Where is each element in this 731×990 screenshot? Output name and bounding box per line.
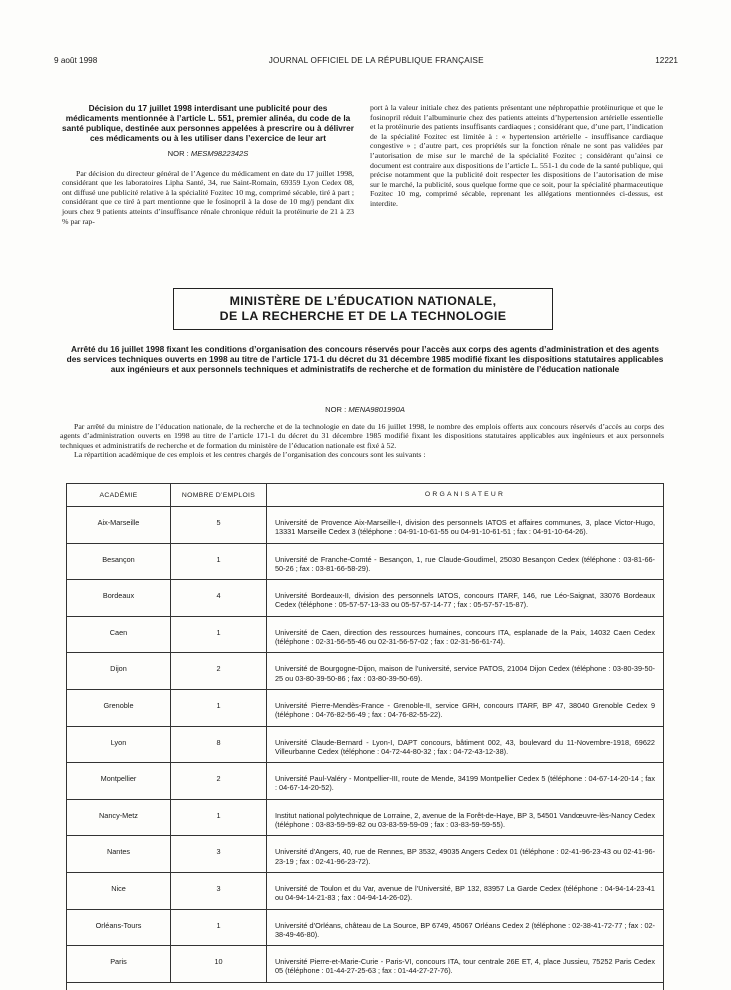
ministry-line-2: DE LA RECHERCHE ET DE LA TECHNOLOGIE [219,309,507,323]
organisateur-cell: Université Bordeaux-II, division des personnels IATOS, concours ITARF, 146, rue Léo-Saignat, 33076 Bordeaux Cedex (téléphone : 05-57-57-13-33 ou 05-57-57-14-77 ; fax : 05-57-57-15-87). [275,591,655,610]
arrete-body [60,422,664,460]
table-row [67,580,663,617]
nor-label: NOR : [167,149,189,158]
decision-right-column [370,103,663,209]
organisateur-cell: Université d’Angers, 40, rue de Rennes, BP 3532, 49035 Angers Cedex 01 (téléphone : 02-41-96-23-43 ou 02-41-96-23-19 ; fax : 02-41-96-23-72). [275,847,655,866]
nombre-cell: 2 [171,653,267,689]
ministry-heading-box [173,288,553,330]
nombre-cell: 1 [171,910,267,946]
nombre-cell: 5 [171,507,267,543]
nor-reference: MENA9801990A [348,405,405,414]
page-header [54,56,678,65]
table-row [67,836,663,873]
nombre-cell: 1 [171,800,267,836]
page-number: 12221 [655,56,678,65]
table-row [67,873,663,910]
organisateur-cell: Université Claude-Bernard - Lyon-I, DAPT concours, bâtiment 002, 43, boulevard du 11-Novembre-1918, 69622 Villeurbanne Cedex (téléphone : 04-72-44-80-32 ; fax : 04-72-43-12-38). [275,737,655,756]
nombre-cell: 8 [171,727,267,763]
table-body [67,507,663,983]
decision-left-column [62,103,354,226]
decision-text-right: port à la valeur initiale chez des patients présentant une néphropathie protéinurique et que le fosinopril réduit l’albuminurie chez des patients atteints d’hypertension artérielle essentielle et la protéinurie des patients insuffisants cardiaques ; considérant que, d’une part, l’indication de la spécialité Fozitec est limitée à : « hypertension artérielle - insuffisance cardiaque congestive » ; d’autre part, ces propriétés sur la fonction rénale ne sont pas validées par l’autorisation de mise sur le marché de la spécialité Fozitec ; considérant qu’ainsi ce document est contraire aux dispositions de l’article L. 551-1 du code de la santé publique, qui précise notamment que la publicité doit respecter les dispositions de l’autorisation de mise sur le marché, la publicité, sous quelque forme que ce soit, pour la spécialité pharmaceutique Fozitec 10 mg, comprimé sécable, reprenant les allégations mentionnées ci-dessus, est interdite. [370,103,663,208]
table-row [67,690,663,727]
organisateur-cell: Université de Franche-Comté - Besançon, 1, rue Claude-Goudimel, 25030 Besançon Cedex (téléphone : 03-81-66-50-26 ; fax : 03-81-66-58-29). [275,554,655,573]
arrete-paragraph: La répartition académique de ces emplois et les centres chargés de l’organisation des concours sont les suivants : [74,450,426,460]
table-row [67,544,663,581]
table-header-row [67,484,663,507]
table-row [67,800,663,837]
academie-cell: Aix-Marseille [67,507,171,543]
table-row [67,617,663,654]
academie-cell: Montpellier [67,763,171,799]
academie-cell: Nantes [67,836,171,872]
organisateur-cell: Université de Bourgogne-Dijon, maison de l’université, service PATOS, 21004 Dijon Cedex (téléphone : 03-80-39-50-25 ou 03-80-39-50-86 ; fax : 03-80-39-50-69). [275,664,655,683]
table-row [67,763,663,800]
table-row [67,727,663,764]
academie-cell: Nice [67,873,171,909]
academie-cell: Orléans-Tours [67,910,171,946]
academie-cell: Besançon [67,544,171,580]
academie-cell: Nancy-Metz [67,800,171,836]
nombre-cell: 4 [171,580,267,616]
organisateur-cell: Université de Provence Aix-Marseille-I, division des personnels IATOS et affaires communes, 3, place Victor-Hugo, 13331 Marseille Cedex 3 (téléphone : 04-91-10-61-55 ou 04-91-10-61-51 ; fax : 04-91-10-64-26). [275,518,655,537]
nor-label: NOR : [325,405,347,414]
decision-title: Décision du 17 juillet 1998 interdisant une publicité pour des médicaments mentionnée à l’article L. 551, premier alinéa, du code de la santé publique, destinée aux personnes appelées à prescrire ou à délivrer ces médicaments ou à les utiliser dans l’exercice de leur art [62,103,354,143]
journal-title: JOURNAL OFFICIEL DE LA RÉPUBLIQUE FRANÇAISE [268,56,484,65]
nombre-cell: 1 [171,690,267,726]
arrete-title: Arrêté du 16 juillet 1998 fixant les conditions d’organisation des concours réservés pour l’accès aux corps des agents d’administration et des agents des services techniques ouverts en 1998 au titre de l’article 171-1 du décret du 31 décembre 1985 modifié fixant les dispositions statutaires applicables aux ingénieurs et aux personnels techniques et administratifs de recherche et de formation du ministère de l’éducation nationale [66,344,664,374]
nombre-cell: 3 [171,836,267,872]
organisateur-cell: Université de Toulon et du Var, avenue de l’Université, BP 132, 83957 La Garde Cedex (téléphone : 04-94-14-23-41 ou 04-94-14-21-83 ; fax : 04-94-14-26-02). [275,883,655,903]
nombre-cell: 3 [171,873,267,909]
academie-cell: Caen [67,617,171,653]
column-header-nombre: NOMBRE D’EMPLOIS [171,484,267,506]
decision-text-left: Par décision du directeur général de l’Agence du médicament en date du 17 juillet 1998, considérant que les laboratoires Lipha Santé, 34, rue Saint-Romain, 69359 Lyon Cedex 08, ont diffusé une publicité relative à la spécialité Fozitec 10 mg, comprimé sécable, tiré à part ; considérant que ce tiré à part mentionne que le fosinopril à la dose de 10 mg/j pendant dix jours chez 9 patients atteints d’insuffisance rénale chronique réduit la protéinurie de 21 à 23 % par rap- [62,168,354,226]
nor-reference: MESM9822342S [190,149,249,158]
organisateur-cell: Institut national polytechnique de Lorraine, 2, avenue de la Forêt-de-Haye, BP 3, 54501 Vandœuvre-lès-Nancy Cedex (téléphone : 03-83-59-59-82 ou 03-83-59-59-09 ; fax : 03-83-59-59-55). [275,810,655,830]
nombre-cell: 1 [171,544,267,580]
table-row [67,946,663,983]
table-row [67,653,663,690]
academies-table [66,483,664,990]
nombre-cell: 2 [171,763,267,799]
organisateur-cell: Université de Caen, direction des ressources humaines, concours ITA, esplanade de la Paix, 14032 Caen Cedex (téléphone : 02-31-56-55-46 ou 02-31-56-57-02 ; fax : 02-31-56-61-74). [275,627,655,647]
table-row [67,507,663,544]
organisateur-cell: Université Pierre-et-Marie-Curie - Paris-VI, concours ITA, tour centrale 26E ET, 4, place Jussieu, 75252 Paris Cedex 05 (téléphone : 01-44-27-25-63 ; fax : 01-44-27-27-76). [275,957,655,976]
issue-date: 9 août 1998 [54,56,98,65]
academie-cell: Dijon [67,653,171,689]
academie-cell: Paris [67,946,171,982]
nombre-cell: 1 [171,617,267,653]
arrete-nor [66,405,664,414]
arrete-paragraph: Par arrêté du ministre de l’éducation nationale, de la recherche et de la technologie en date du 16 juillet 1998, le nombre des emplois offerts aux concours réservés d’accès au corps des agents d’administration ouverts en 1998 au titre de l’article 171-1 du décret du 31 décembre 1985 modifié fixant les dispositions statutaires applicables aux ingénieurs et aux personnels techniques et administratifs de recherche et de formation du ministère de l’éducation nationale est fixé à 52. [60,422,664,450]
column-header-academie: ACADÉMIE [67,484,171,506]
academie-cell: Lyon [67,727,171,763]
organisateur-cell: Université d’Orléans, château de La Source, BP 6749, 45067 Orléans Cedex 2 (téléphone : 02-38-41-72-77 ; fax : 02-38-49-46-80). [275,920,655,939]
ministry-line-1: MINISTÈRE DE L’ÉDUCATION NATIONALE, [229,294,497,308]
decision-nor [62,149,354,159]
academie-cell: Bordeaux [67,580,171,616]
organisateur-cell: Université Paul-Valéry - Montpellier-III, route de Mende, 34199 Montpellier Cedex 5 (téléphone : 04-67-14-20-14 ; fax : 04-67-14-20-52). [275,774,655,793]
nombre-cell: 10 [171,946,267,982]
academie-cell: Grenoble [67,690,171,726]
column-header-organisateur: ORGANISATEUR [424,491,506,499]
table-row [67,910,663,947]
organisateur-cell: Université Pierre-Mendès-France - Grenoble-II, service GRH, concours ITARF, BP 47, 38040 Grenoble Cedex 9 (téléphone : 04-76-82-56-49 ; fax : 04-76-82-55-22). [275,700,655,720]
